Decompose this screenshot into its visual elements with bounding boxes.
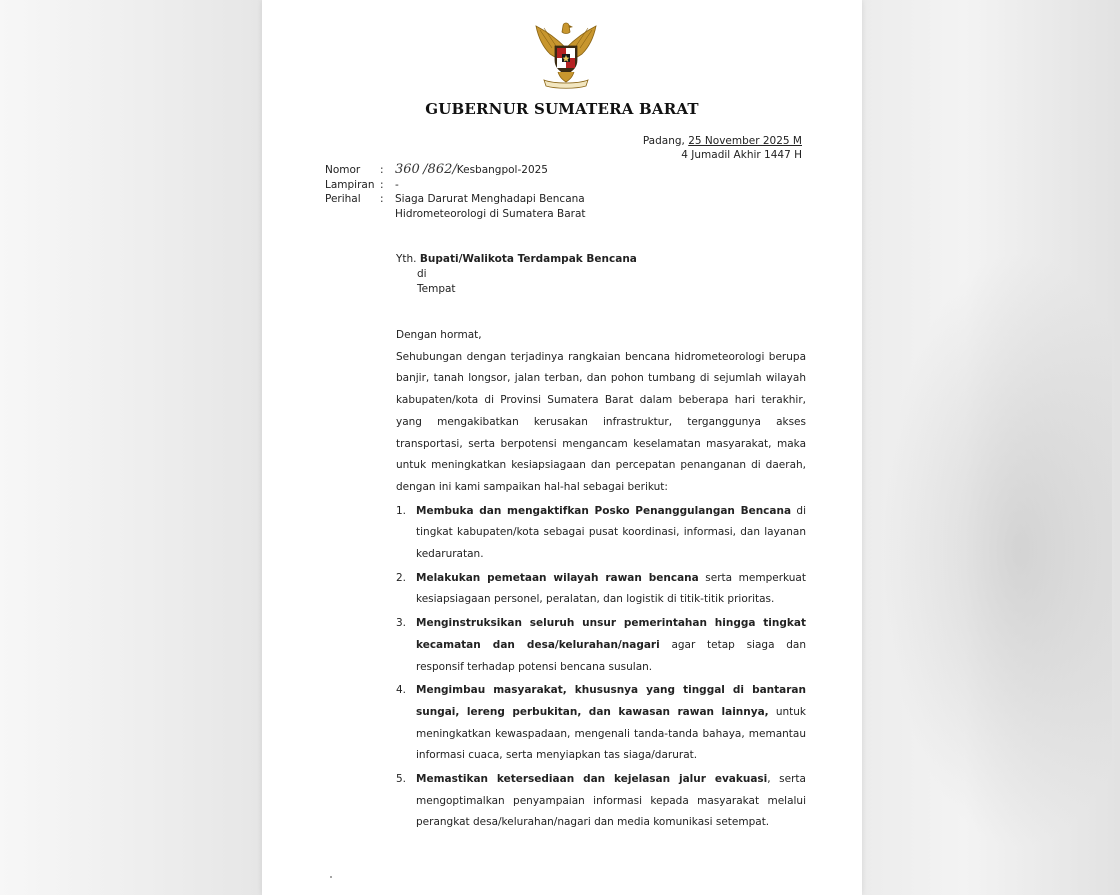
list-item-text: untuk meningkatkan kewaspadaan, mengenali tanda-tanda bahaya, memantau informasi cuaca, serta menyiapkan tas siaga/darurat.: [416, 705, 806, 762]
list-number: 1.: [396, 504, 407, 517]
nomor-subnumber: /862/: [423, 162, 457, 177]
list-item: [396, 769, 806, 834]
list-item-bold: Menginstruksikan seluruh unsur pemerintahan hingga tingkat kecamatan dan desa/kelurahan/nagari: [416, 617, 806, 651]
letter-meta: [325, 163, 695, 221]
list-item: [396, 501, 806, 566]
list-item: [396, 568, 806, 611]
addressee-di: di: [417, 268, 427, 280]
place-date: [643, 134, 802, 162]
colon: :: [380, 178, 384, 191]
letter-page: [262, 0, 862, 895]
meta-perihal: [325, 192, 695, 221]
letter-title: GUBERNUR SUMATERA BARAT: [425, 100, 699, 118]
nomor-number: 360: [395, 162, 420, 177]
list-item-text: agar tetap siaga dan responsif terhadap potensi bencana susulan.: [416, 638, 807, 673]
perihal-label: Perihal: [325, 193, 361, 205]
perihal-line-2: Hidrometeorologi di Sumatera Barat: [395, 207, 586, 220]
list-item-text: serta memperkuat kesiapsiagaan personel, peralatan, dan logistik di titik-titik prioritas.: [416, 571, 806, 606]
meta-nomor: [325, 163, 695, 178]
list-item-bold: Mengimbau masyarakat, khususnya yang tinggal di bantaran sungai, lereng perbukitan, dan kawasan rawan lainnya,: [416, 684, 806, 718]
list-number: 3.: [396, 617, 407, 630]
intro-paragraph: Sehubungan dengan terjadinya rangkaian bencana hidrometeorologi berupa banjir, tanah longsor, jalan terban, dan pohon tumbang di sejumlah wilayah kabupaten/kota di Provinsi Sumatera Barat dalam beberapa hari terakhir, yang mengakibatkan kerusakan infrastruktur, terganggunya akses transportasi, serta berpotensi mengancam keselamatan masyarakat, maka untuk meningkatkan kesiapsiagaan dan percepatan penanganan di daerah, dengan ini kami sampaikan hal-hal sebagai berikut:: [396, 350, 806, 493]
background-left: [0, 0, 262, 895]
garuda-pancasila-emblem-icon: [530, 18, 602, 90]
addressee-tempat: Tempat: [417, 283, 456, 295]
list-item-bold: Membuka dan mengaktifkan Posko Penanggulangan Bencana: [416, 504, 792, 517]
list-item-text: di tingkat kabupaten/kota sebagai pusat koordinasi, informasi, dan layanan kedaruratan.: [416, 504, 806, 561]
addressee-yth: Yth.: [396, 253, 417, 265]
greeting: Dengan hormat,: [396, 329, 482, 341]
list-number: 5.: [396, 773, 407, 786]
scan-speck: [330, 876, 332, 878]
list-number: 2.: [396, 571, 407, 584]
list-item: [396, 613, 806, 678]
background-right: [862, 0, 1120, 895]
colon: :: [380, 164, 384, 176]
hijri-date: 4 Jumadil Akhir 1447 H: [681, 149, 802, 161]
list-number: 4.: [396, 684, 407, 697]
instruction-list: [396, 501, 806, 835]
nomor-label: Nomor: [325, 164, 361, 176]
list-item-bold: Memastikan ketersediaan dan kejelasan jalur evakuasi: [416, 773, 768, 786]
perihal-line-1: Siaga Darurat Menghadapi Bencana: [395, 193, 585, 205]
place: Padang,: [642, 135, 685, 147]
list-item-bold: Melakukan pemetaan wilayah rawan bencana: [416, 571, 699, 584]
meta-lampiran: [325, 178, 695, 193]
addressee-block: [396, 252, 637, 297]
lampiran-value: -: [395, 178, 399, 191]
letter-body: [396, 325, 806, 834]
nomor-suffix: Kesbangpol-2025: [456, 164, 548, 176]
gregorian-date: 25 November 2025 M: [688, 135, 802, 147]
addressee-name: Bupati/Walikota Terdampak Bencana: [419, 253, 637, 265]
colon: :: [380, 193, 384, 205]
lampiran-label: Lampiran: [325, 178, 375, 191]
list-item: [396, 680, 806, 767]
list-item-text: , serta mengoptimalkan penyampaian informasi kepada masyarakat melalui perangkat desa/kelurahan/nagari dan media komunikasi setempat.: [416, 773, 806, 829]
